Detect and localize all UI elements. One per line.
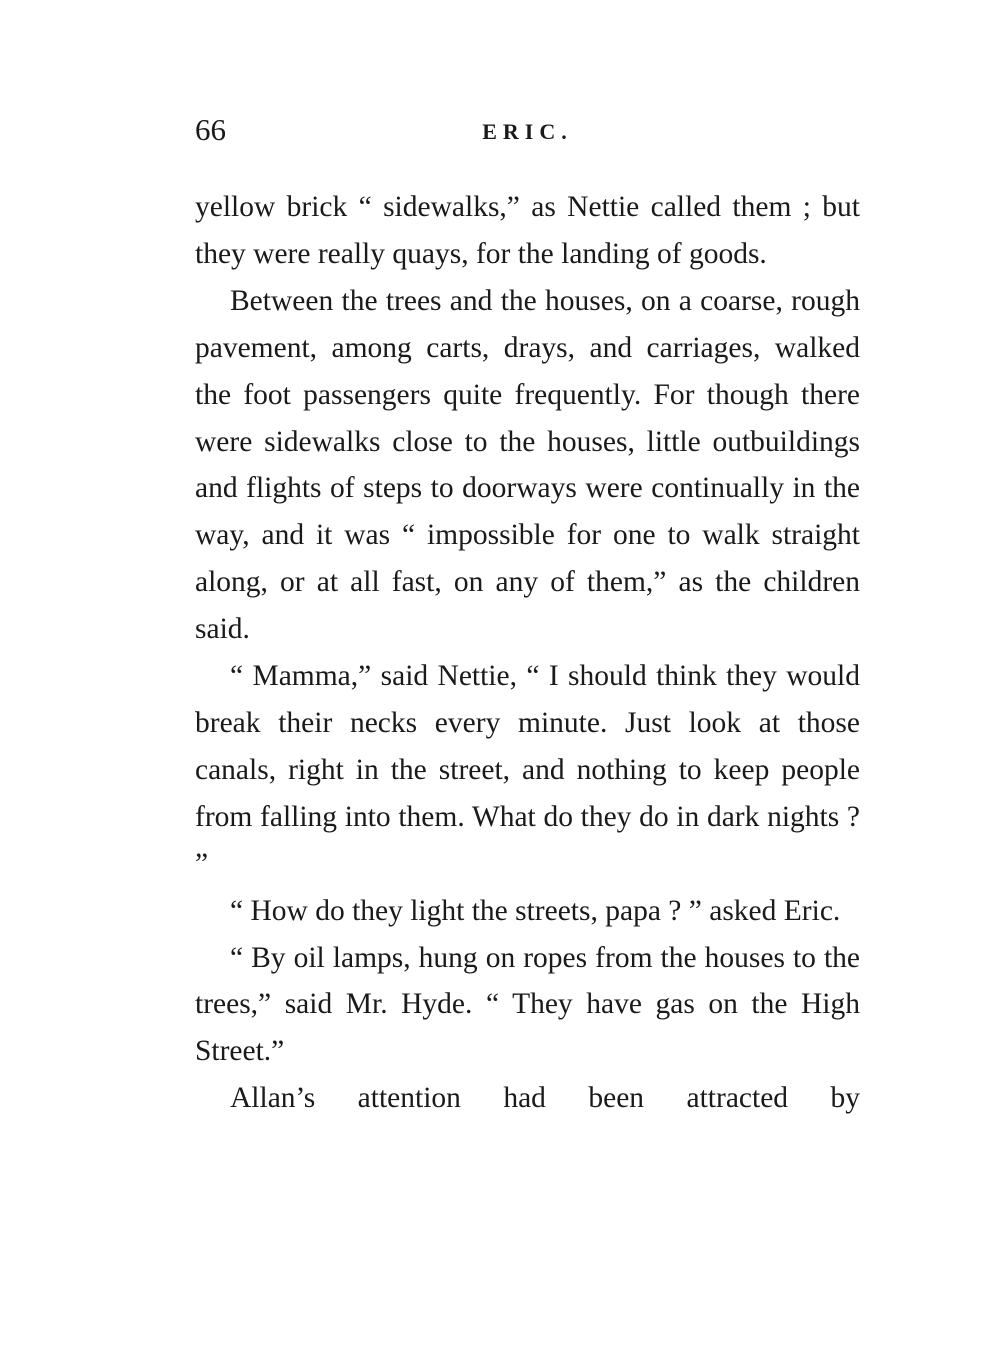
paragraph-allan-attention: Allan’s attention had been attracted by [230,1082,860,1115]
paragraph-street-description: Between the trees and the houses, on a coarse, rough pavement, among carts, drays, and carriages, walked the foot passengers quite frequently. For though there were sidewalks close to the houses, little outbuildings and flights of steps to doorways were continually in the way, and it was “ impossible for one to walk straight along, or at all fast, on any of them,” as the children said. [195,284,860,646]
page-number: 66 [195,112,226,147]
body-text [195,184,860,1122]
paragraph-mr-hyde-answer: “ By oil lamps, hung on ropes from the houses to the trees,” said Mr. Hyde. “ They have gas on the High Street.” [195,941,860,1068]
page-header [195,110,860,160]
paragraph-nettie-speech: “ Mamma,” said Nettie, “ I should think they would break their necks every minute. Just look at those canals, right in the street, and nothing to keep people from falling into them. What do they do in dark nights ? ” [195,660,860,880]
paragraph-eric-question: “ How do they light the streets, papa ? ” asked Eric. [230,894,841,927]
paragraph-continuation: yellow brick “ sidewalks,” as Nettie called them ; but they were really quays, for the landing of goods. [195,191,860,270]
running-title: ERIC. [482,119,573,144]
